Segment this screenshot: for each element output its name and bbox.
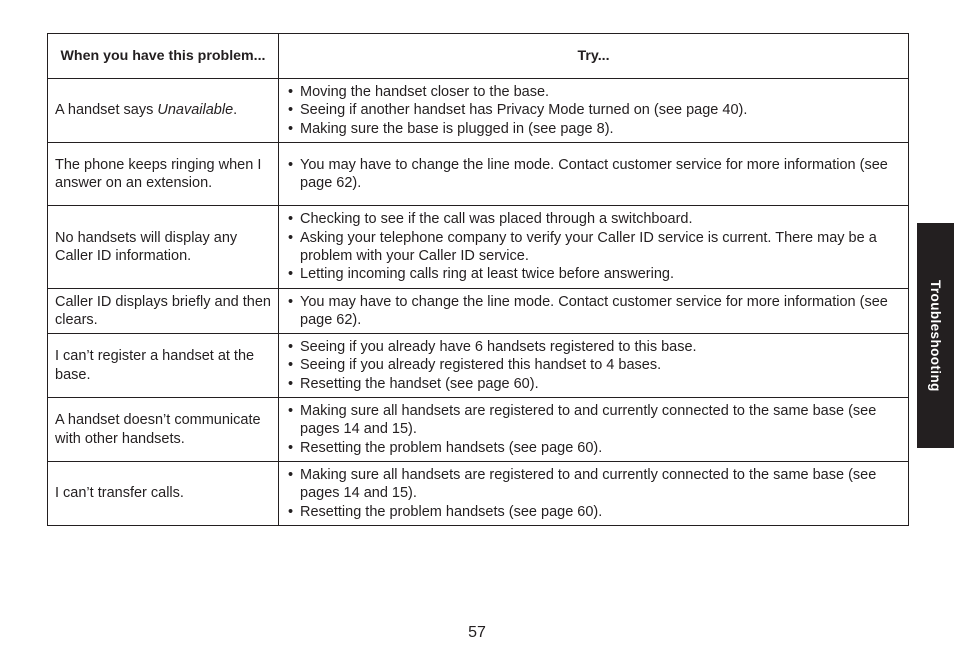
table-row <box>48 398 909 462</box>
solution-list <box>288 83 900 138</box>
problem-cell <box>48 79 279 143</box>
table-row <box>48 206 909 289</box>
solution-item: • Resetting the problem handsets (see page 60). <box>288 503 900 521</box>
table-row <box>48 334 909 398</box>
solution-item: • Letting incoming calls ring at least twice before answering. <box>288 265 900 283</box>
solution-item: • Seeing if you already have 6 handsets registered to this base. <box>288 338 900 356</box>
table-row <box>48 289 909 334</box>
solution-list <box>288 293 900 330</box>
solution-cell <box>279 462 909 526</box>
problem-cell: The phone keeps ringing when I answer on an extension. <box>48 143 279 206</box>
problem-cell: A handset doesn’t communicate with other handsets. <box>48 398 279 462</box>
solution-cell <box>279 334 909 398</box>
solution-item: • You may have to change the line mode. Contact customer service for more information (see page 62). <box>288 156 900 193</box>
solution-item: • Making sure all handsets are registered to and currently connected to the same base (see pages 14 and 15). <box>288 466 900 503</box>
solution-list <box>288 402 900 457</box>
problem-text-end: . <box>233 102 238 119</box>
solution-item: • Seeing if another handset has Privacy Mode turned on (see page 40). <box>288 101 900 119</box>
solution-list <box>288 156 900 193</box>
problem-cell: No handsets will display any Caller ID information. <box>48 206 279 289</box>
table-header-row <box>48 34 909 79</box>
problem-text: A handset says <box>55 102 158 119</box>
troubleshooting-table <box>47 33 909 526</box>
problem-status-text: Unavailable <box>157 102 234 119</box>
section-side-tab <box>917 223 954 448</box>
solution-cell <box>279 289 909 334</box>
problem-cell: Caller ID displays briefly and then clears. <box>48 289 279 334</box>
problem-column-header: When you have this problem... <box>48 34 279 79</box>
solution-item: • You may have to change the line mode. Contact customer service for more information (see page 62). <box>288 293 900 330</box>
table-row <box>48 79 909 143</box>
solution-item: • Moving the handset closer to the base. <box>288 83 900 101</box>
solution-item: • Resetting the problem handsets (see page 60). <box>288 439 900 457</box>
solution-cell <box>279 398 909 462</box>
solution-list <box>288 210 900 283</box>
solution-cell <box>279 143 909 206</box>
solution-list <box>288 338 900 393</box>
solution-cell <box>279 206 909 289</box>
solution-item: • Resetting the handset (see page 60). <box>288 375 900 393</box>
problem-cell: I can’t register a handset at the base. <box>48 334 279 398</box>
table-row <box>48 143 909 206</box>
solution-item: • Making sure all handsets are registered to and currently connected to the same base (see pages 14 and 15). <box>288 402 900 439</box>
solution-item: • Asking your telephone company to verify your Caller ID service is current. There may be a problem with your Caller ID service. <box>288 229 900 266</box>
solution-item: • Seeing if you already registered this handset to 4 bases. <box>288 356 900 374</box>
page-number: 57 <box>468 624 486 641</box>
try-column-header: Try... <box>279 34 909 79</box>
solution-list <box>288 466 900 521</box>
problem-cell: I can’t transfer calls. <box>48 462 279 526</box>
solution-cell <box>279 79 909 143</box>
solution-item: • Making sure the base is plugged in (see page 8). <box>288 120 900 138</box>
table-row <box>48 462 909 526</box>
section-tab-label: Troubleshooting <box>928 279 943 392</box>
solution-item: • Checking to see if the call was placed through a switchboard. <box>288 210 900 228</box>
